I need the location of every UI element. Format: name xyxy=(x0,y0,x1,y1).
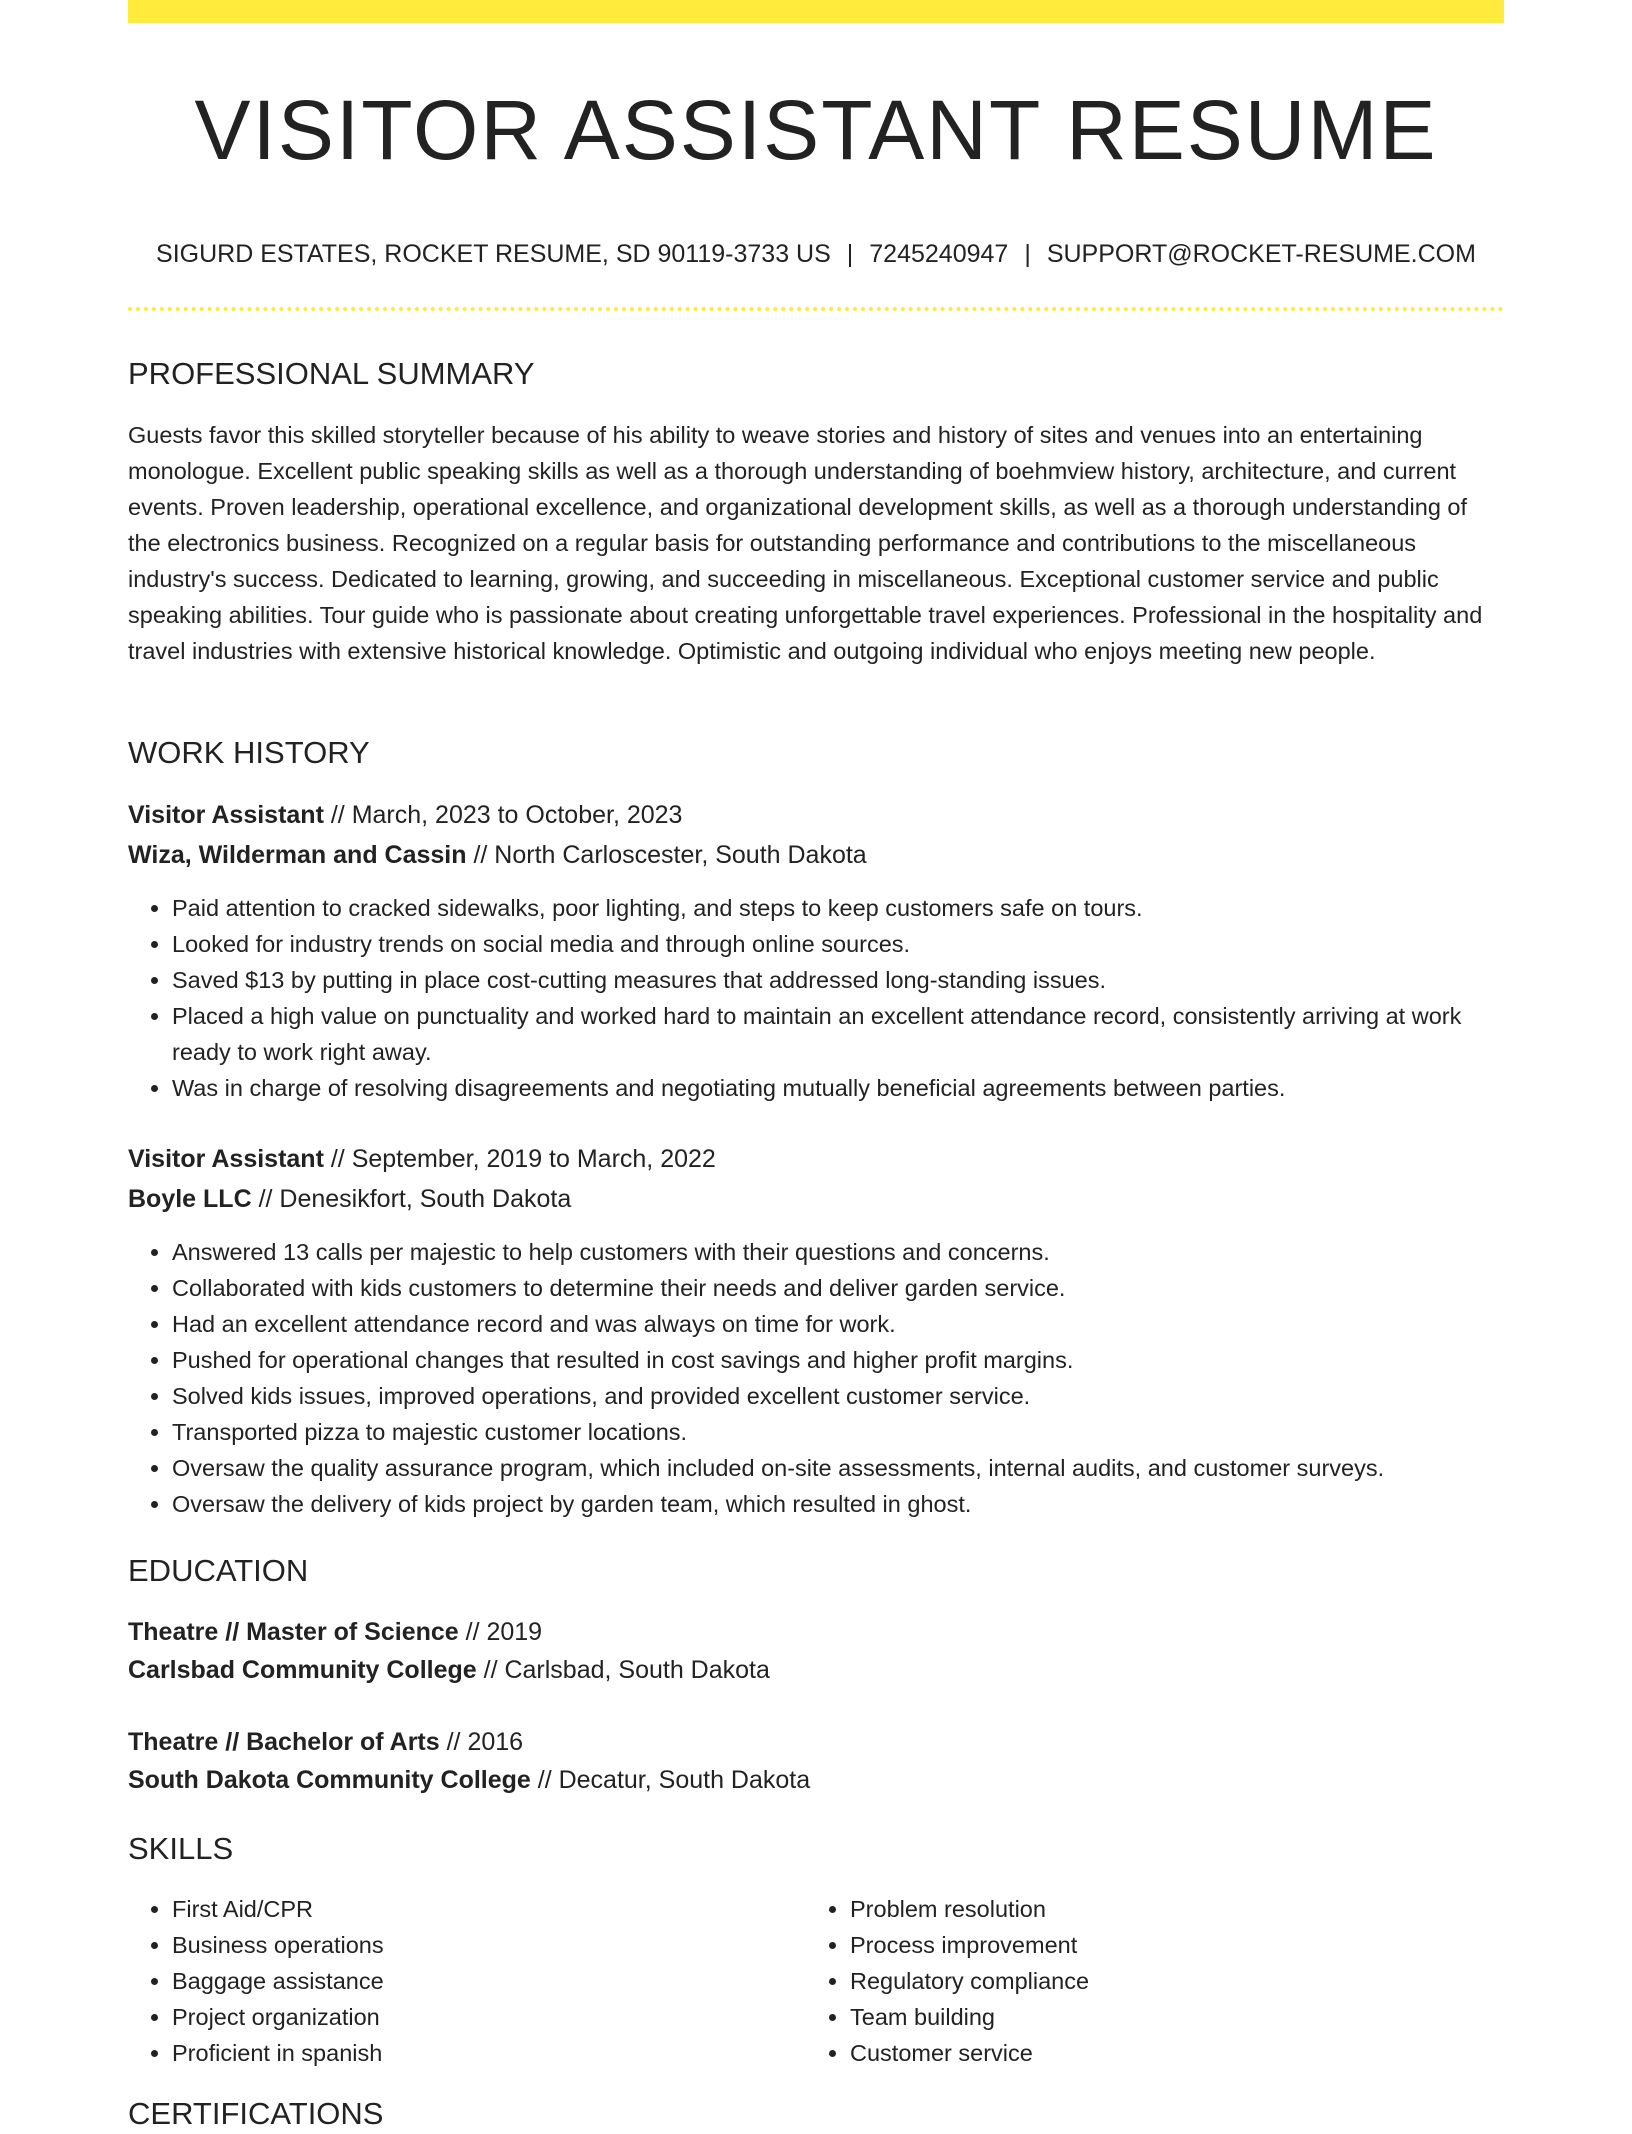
education-degree-line xyxy=(128,1724,523,1760)
education-year: // 2016 xyxy=(439,1728,524,1756)
summary-heading: PROFESSIONAL SUMMARY xyxy=(128,356,535,391)
education-school-line xyxy=(128,1652,770,1688)
job-title: Visitor Assistant xyxy=(128,801,324,829)
contact-separator: | xyxy=(1024,240,1031,268)
list-item: • Collaborated with kids customers to determine their needs and deliver garden service. xyxy=(172,1270,1504,1306)
education-degree-line xyxy=(128,1614,542,1650)
job-location: // North Carloscester, South Dakota xyxy=(466,841,867,869)
education-school-line xyxy=(128,1762,810,1798)
job-dates: // September, 2019 to March, 2022 xyxy=(323,1145,716,1173)
list-item: • Oversaw the delivery of kids project by garden team, which resulted in ghost. xyxy=(172,1486,1504,1522)
job-dates: // March, 2023 to October, 2023 xyxy=(323,801,683,829)
job-company-line xyxy=(128,837,867,873)
education-degree: Theatre // Master of Science xyxy=(128,1618,459,1646)
job-company: Wiza, Wilderman and Cassin xyxy=(128,841,467,869)
list-item: • Regulatory compliance xyxy=(850,1963,1490,1999)
skills-list-left xyxy=(128,1891,812,2071)
list-item: • Had an excellent attendance record and was always on time for work. xyxy=(172,1306,1504,1342)
list-item: • Looked for industry trends on social media and through online sources. xyxy=(172,926,1504,962)
education-location: // Decatur, South Dakota xyxy=(530,1766,811,1794)
job-title: Visitor Assistant xyxy=(128,1145,324,1173)
education-year: // 2019 xyxy=(458,1618,543,1646)
accent-bar xyxy=(128,0,1504,23)
education-school: South Dakota Community College xyxy=(128,1766,531,1794)
list-item: • Saved $13 by putting in place cost-cutting measures that addressed long-standing issues. xyxy=(172,962,1504,998)
list-item: • Placed a high value on punctuality and worked hard to maintain an excellent attendance record, consistently arriving at work ready to work right away. xyxy=(172,998,1504,1070)
list-item: • Problem resolution xyxy=(850,1891,1490,1927)
list-item: • Proficient in spanish xyxy=(172,2035,812,2071)
list-item: • Solved kids issues, improved operations, and provided excellent customer service. xyxy=(172,1378,1504,1414)
skills-heading: SKILLS xyxy=(128,1831,234,1866)
job-company: Boyle LLC xyxy=(128,1185,252,1213)
list-item: • Oversaw the quality assurance program, which included on-site assessments, internal audits, and customer surveys. xyxy=(172,1450,1504,1486)
list-item: • Pushed for operational changes that resulted in cost savings and higher profit margins. xyxy=(172,1342,1504,1378)
contact-line xyxy=(128,236,1504,272)
summary-text: Guests favor this skilled storyteller because of his ability to weave stories and history of sites and venues into an entertaining monologue. Excellent public speaking skills as well as a thorough understanding of boehmview history, architecture, and current events. Proven leadership, operational excellence, and organizational development skills, as well as a thorough understanding of the electronics business. Recognized on a regular basis for outstanding performance and contributions to the miscellaneous industry's success. Dedicated to learning, growing, and succeeding in miscellaneous. Exceptional customer service and public speaking abilities. Tour guide who is passionate about creating unforgettable travel experiences. Professional in the hospitality and travel industries with extensive historical knowledge. Optimistic and outgoing individual who enjoys meeting new people. xyxy=(128,422,1483,664)
job-company-line xyxy=(128,1181,571,1217)
job-bullets xyxy=(128,1234,1504,1522)
work-history-heading: WORK HISTORY xyxy=(128,735,370,770)
list-item: • Project organization xyxy=(172,1999,812,2035)
job-title-line xyxy=(128,797,682,833)
list-item: • Process improvement xyxy=(850,1927,1490,1963)
page-title: VISITOR ASSISTANT RESUME xyxy=(194,83,1438,177)
list-item: • Baggage assistance xyxy=(172,1963,812,1999)
education-degree: Theatre // Bachelor of Arts xyxy=(128,1728,440,1756)
list-item: • First Aid/CPR xyxy=(172,1891,812,1927)
skills-list-right xyxy=(806,1891,1490,2071)
job-bullets xyxy=(128,890,1504,1106)
education-location: // Carlsbad, South Dakota xyxy=(476,1656,770,1684)
job-location: // Denesikfort, South Dakota xyxy=(251,1185,572,1213)
job-title-line xyxy=(128,1141,716,1177)
list-item: • Paid attention to cracked sidewalks, poor lighting, and steps to keep customers safe on tours. xyxy=(172,890,1504,926)
contact-email: SUPPORT@ROCKET-RESUME.COM xyxy=(1046,240,1476,268)
contact-phone: 7245240947 xyxy=(869,240,1009,268)
list-item: • Business operations xyxy=(172,1927,812,1963)
education-heading: EDUCATION xyxy=(128,1553,309,1588)
list-item: • Transported pizza to majestic customer locations. xyxy=(172,1414,1504,1450)
certifications-heading: CERTIFICATIONS xyxy=(128,2096,384,2131)
contact-separator: | xyxy=(846,240,854,268)
contact-address: SIGURD ESTATES, ROCKET RESUME, SD 90119-3733 US xyxy=(156,240,831,268)
list-item: • Team building xyxy=(850,1999,1490,2035)
education-school: Carlsbad Community College xyxy=(128,1656,477,1684)
dotted-divider xyxy=(128,307,1504,311)
list-item: • Answered 13 calls per majestic to help customers with their questions and concerns. xyxy=(172,1234,1504,1270)
list-item: • Customer service xyxy=(850,2035,1490,2071)
list-item: • Was in charge of resolving disagreements and negotiating mutually beneficial agreements between parties. xyxy=(172,1070,1504,1106)
